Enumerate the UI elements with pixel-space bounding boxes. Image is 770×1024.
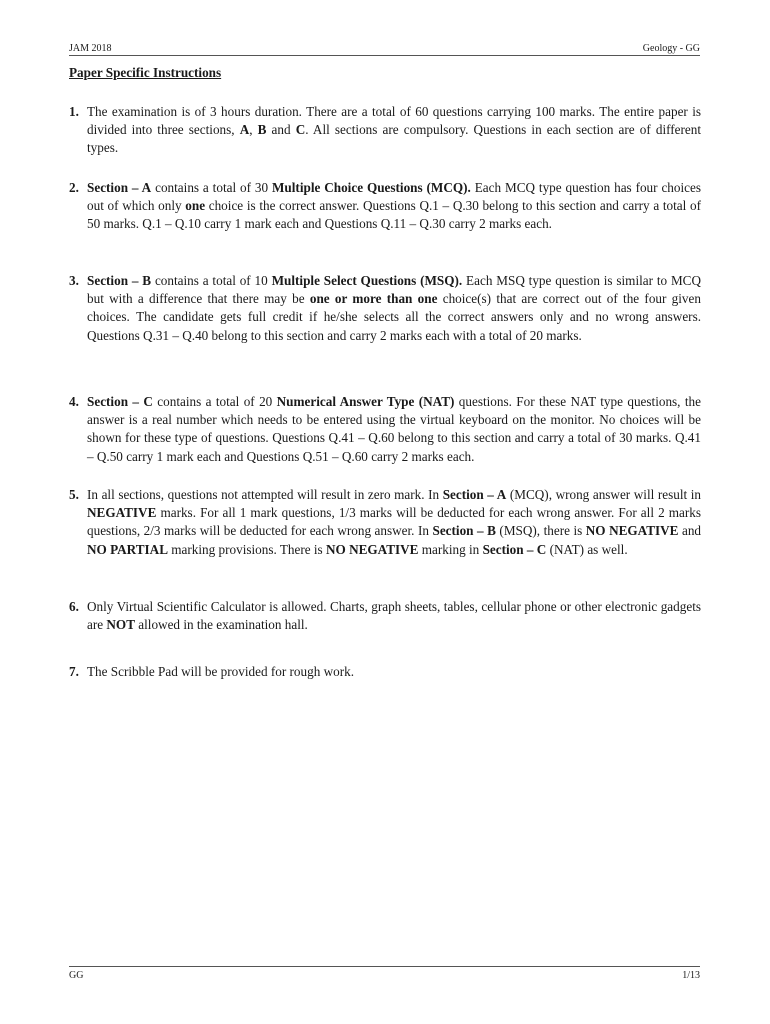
item-number: 2. bbox=[69, 180, 79, 195]
item-number: 1. bbox=[69, 104, 79, 119]
footer-paper-code: GG bbox=[69, 970, 84, 981]
text-run: The Scribble Pad will be provided for rough work. bbox=[87, 664, 354, 679]
text-run: (NAT) as well. bbox=[546, 541, 628, 557]
page-title: Paper Specific Instructions bbox=[69, 65, 222, 80]
item-text bbox=[87, 103, 701, 158]
emphasis-text: Section – C bbox=[482, 541, 547, 557]
text-run: contains a total of 20 bbox=[152, 394, 277, 409]
item-text bbox=[87, 393, 701, 466]
text-run: contains a total of 30 bbox=[151, 180, 272, 195]
text-run: questions. For these NAT type questions, the answer is a real number which needs to be entered using the virtual keyboard on the monitor. No choices will be shown for these type of questions. Questions Q.41 – Q.60 belong to this section and carry a total of 30 marks. Q.41 – Q.50 carry 1 mark each and Questions Q.51 – Q.60 carry 2 marks each. bbox=[87, 394, 701, 464]
emphasis-text: A bbox=[239, 122, 250, 138]
emphasis-text: Section – A bbox=[442, 487, 507, 502]
instruction-item-1 bbox=[69, 103, 701, 158]
instruction-item-4 bbox=[69, 393, 701, 466]
emphasis-text: NOT bbox=[106, 617, 135, 633]
instruction-item-3 bbox=[69, 272, 701, 345]
instruction-item-7 bbox=[69, 663, 701, 681]
text-run: Each MSQ type question is similar to MCQ but with a difference that there may be bbox=[87, 273, 701, 307]
text-run: choice(s) that are correct out of the four given choices. The candidate gets full credit if he/she selects all the correct answers only and no wrong answers. Questions Q.31 – Q.40 belong to this section and carry 2 marks each with a total of 20 marks. bbox=[87, 291, 701, 343]
emphasis-text: C bbox=[295, 122, 306, 138]
text-run: allowed in the examination hall. bbox=[134, 617, 308, 633]
emphasis-text: Multiple Select Questions (MSQ). bbox=[271, 273, 463, 288]
item-number: 6. bbox=[69, 599, 79, 614]
instruction-item-2 bbox=[69, 179, 701, 234]
text-run: marking in bbox=[418, 541, 483, 557]
item-text bbox=[87, 598, 701, 634]
emphasis-text: Section – C bbox=[87, 394, 153, 409]
page-footer bbox=[69, 966, 700, 983]
text-run: (MCQ), wrong answer will result in bbox=[506, 487, 701, 502]
emphasis-text: NO NEGATIVE bbox=[326, 541, 419, 557]
item-text bbox=[87, 663, 701, 681]
emphasis-text: Section – B bbox=[87, 273, 152, 288]
text-run: and bbox=[266, 122, 296, 138]
emphasis-text: NO NEGATIVE bbox=[585, 523, 679, 539]
text-run: choice is the correct answer. Questions Q.1 – Q.30 belong to this section and carry a total of 50 marks. Q.1 – Q.10 carry 1 mark each and Questions Q.11 – Q.30 carry 2 marks each. bbox=[87, 198, 701, 232]
text-run: , bbox=[249, 122, 258, 138]
text-run: and bbox=[678, 523, 702, 539]
emphasis-text: Section – A bbox=[87, 180, 152, 195]
item-text bbox=[87, 486, 701, 559]
text-run: Only Virtual Scientific Calculator is allowed. Charts, graph sheets, tables, cellular phone or other electronic gadgets are bbox=[87, 599, 701, 633]
page-header bbox=[69, 41, 700, 56]
text-run: Each MCQ type question has four choices out of which only bbox=[87, 180, 701, 214]
item-number: 4. bbox=[69, 394, 79, 409]
item-number: 3. bbox=[69, 273, 79, 288]
item-number: 7. bbox=[69, 664, 79, 679]
instruction-item-5 bbox=[69, 486, 701, 559]
text-run: The examination is of 3 hours duration. There are a total of 60 questions carrying 100 marks. The entire paper is divided into three sections, bbox=[87, 104, 701, 138]
item-number: 5. bbox=[69, 487, 79, 502]
emphasis-text: Section – B bbox=[432, 523, 496, 539]
emphasis-text: Multiple Choice Questions (MCQ). bbox=[271, 180, 471, 195]
emphasis-text: NO PARTIAL bbox=[87, 541, 168, 557]
emphasis-text: one or more than one bbox=[309, 291, 438, 307]
text-run: marks. For all 1 mark questions, 1/3 marks will be deducted for each wrong answer. For all 2 marks questions, 2/3 marks will be deducted for each wrong answer. In bbox=[87, 505, 701, 539]
emphasis-text: NEGATIVE bbox=[87, 505, 157, 521]
header-exam-name: JAM 2018 bbox=[69, 43, 112, 54]
text-run: . All sections are compulsory. Questions in each section are of different types. bbox=[87, 122, 702, 156]
item-text bbox=[87, 272, 701, 345]
text-run: (MSQ), there is bbox=[495, 523, 586, 539]
header-paper-code: Geology - GG bbox=[642, 43, 700, 54]
page-number: 1/13 bbox=[682, 970, 700, 981]
emphasis-text: B bbox=[257, 122, 267, 138]
emphasis-text: Numerical Answer Type (NAT) bbox=[276, 394, 455, 409]
item-text bbox=[87, 179, 701, 234]
text-run: contains a total of 10 bbox=[151, 273, 272, 288]
text-run: marking provisions. There is bbox=[168, 541, 326, 557]
instruction-item-6 bbox=[69, 598, 701, 634]
text-run: In all sections, questions not attempted will result in zero mark. In bbox=[87, 487, 443, 502]
emphasis-text: one bbox=[185, 198, 206, 214]
